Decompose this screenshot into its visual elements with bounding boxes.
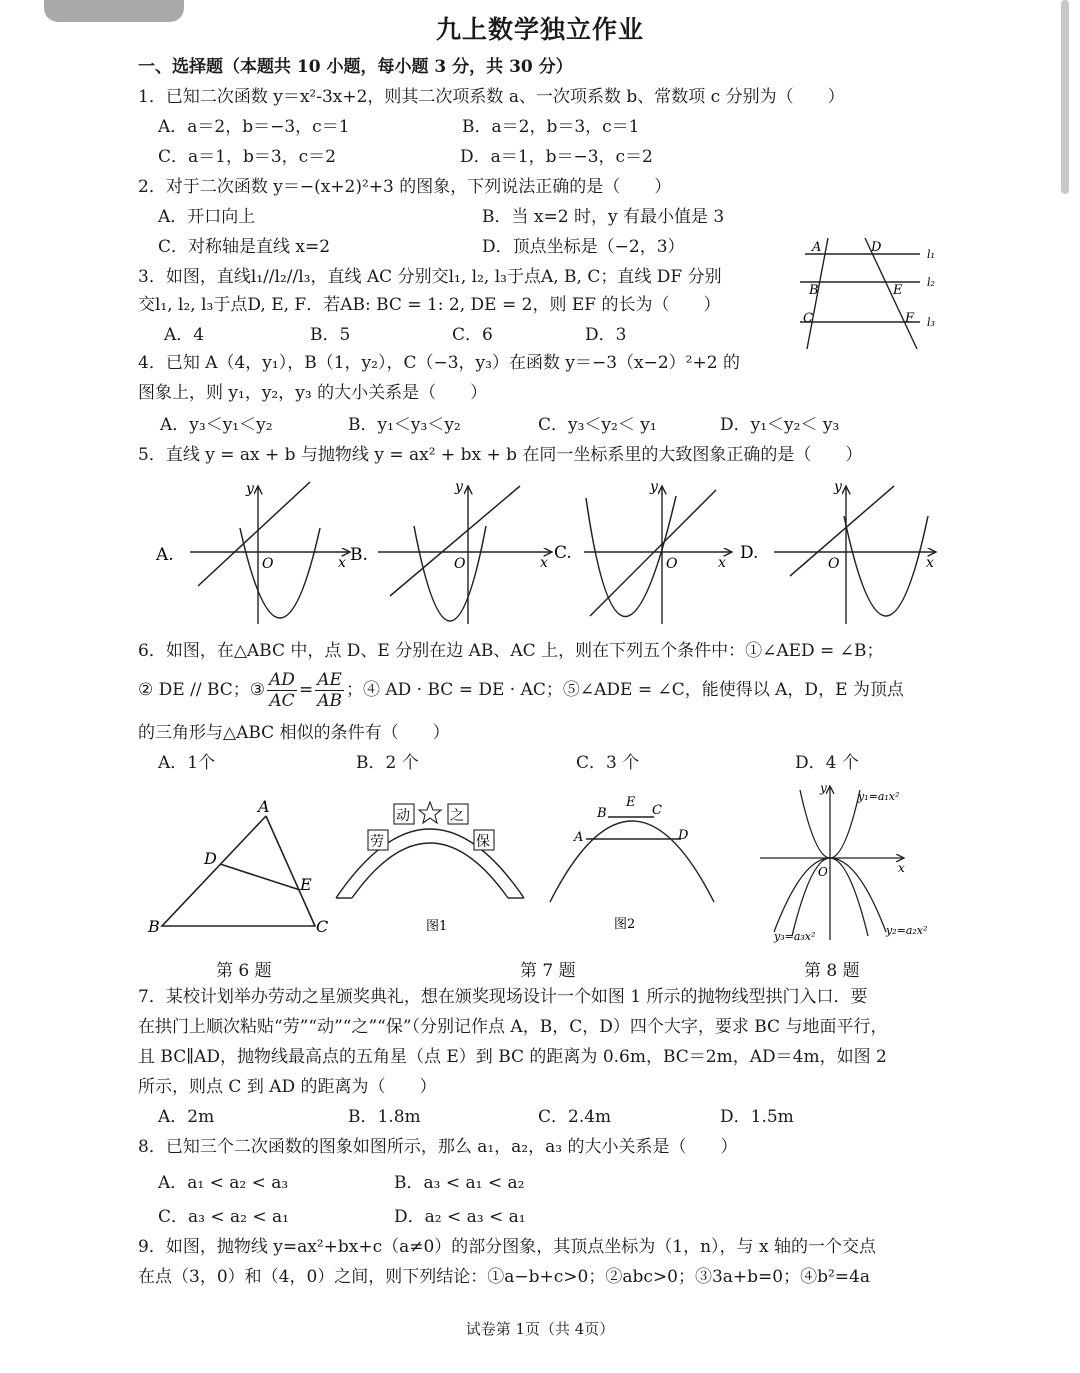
section-heading: 一、选择题（本题共 10 小题，每小题 3 分，共 30 分） (138, 57, 573, 77)
q2-option-b: B．当 x=2 时，y 有最小值是 3 (482, 207, 725, 227)
q6-option-d: D．4 个 (795, 753, 859, 773)
q6-line3: 的三角形与△ABC 相似的条件有（ ） (138, 723, 450, 743)
label-a: A (812, 240, 822, 255)
q4-option-d: D．y₁＜y₂＜ y₃ (720, 415, 840, 435)
arch-char-bao: 保 (476, 834, 490, 850)
label-f: F (905, 311, 915, 326)
q5-y-label: y (246, 481, 254, 497)
tri-label-a: A (258, 797, 270, 816)
q7-line3: 且 BC∥AD，抛物线最高点的五角星（点 E）到 BC 的距离为 0.6m，BC＝2m，AD＝4m，如图 2 (138, 1047, 887, 1067)
page-title: 九上数学独立作业 (435, 15, 644, 44)
q2-option-d: D．顶点坐标是（−2，3） (482, 237, 685, 257)
q5-graphs (150, 476, 950, 636)
q1-option-b: B．a＝2，b＝3，c＝1 (462, 117, 640, 137)
q5-origin: O (262, 556, 274, 572)
q4-option-c: C．y₃＜y₂＜ y₁ (538, 415, 657, 435)
caption-q6: 第 6 题 (216, 961, 272, 981)
arc-label-a: A (574, 830, 584, 845)
q6-triangle-figure (147, 797, 328, 936)
q5-origin: O (666, 556, 678, 572)
q9-line1: 9．如图，抛物线 y=ax²+bx+c（a≠0）的部分图象，其顶点坐标为（1，n），与 x 轴的一个交点 (138, 1237, 876, 1257)
q1-stem: 1．已知二次函数 y＝x²-3x+2，则其二次项系数 a、一次项系数 b、常数项 c 分别为（ ） (138, 87, 845, 107)
label-c: C (803, 311, 813, 326)
q3-option-a: A．4 (164, 325, 205, 345)
q5-graph-b (350, 479, 552, 624)
label-e: E (893, 283, 903, 298)
q8-x-label: x (898, 861, 905, 875)
fraction-ad-ac (267, 670, 297, 711)
q6-option-b: B．2 个 (356, 753, 419, 773)
q3-option-d: D．3 (585, 325, 627, 345)
q5-y-label: y (650, 479, 658, 495)
q3-option-b: B．5 (310, 325, 351, 345)
label-l3: l₃ (927, 316, 935, 329)
q7-option-d: D．1.5m (720, 1107, 794, 1127)
tri-label-c: C (316, 917, 329, 936)
q5-label-b: B. (350, 545, 368, 565)
q8-option-b: B．a₃ < a₁ < a₂ (394, 1173, 525, 1193)
q4-option-a: A．y₃＜y₁＜y₂ (160, 415, 273, 435)
label-d: D (871, 240, 882, 255)
q7-parabola-figure (550, 795, 714, 932)
arch-char-dong: 动 (396, 808, 410, 824)
arc-label-e: E (626, 795, 636, 810)
caption-q8: 第 8 题 (804, 961, 860, 981)
q5-origin: O (454, 556, 466, 572)
q8-origin: O (818, 865, 828, 879)
q1-option-c: C．a＝1，b＝3，c＝2 (158, 147, 336, 167)
q8-y1-label: y₁=a₁x² (858, 790, 900, 803)
q5-y-label: y (834, 479, 842, 495)
arc-label-c: C (652, 803, 662, 818)
q5-stem: 5．直线 y = ax + b 与抛物线 y = ax² + bx + b 在同一坐标系里的大致图象正确的是（ ） (138, 445, 863, 465)
page-footer: 试卷第 1页（共 4页） (465, 1320, 615, 1338)
q2-option-a: A．开口向上 (158, 207, 256, 227)
tri-label-b: B (148, 917, 160, 936)
q5-label-c: C. (554, 543, 572, 563)
q9-line2: 在点（3，0）和（4，0）之间，则下列结论：①a−b+c>0；②abc>0；③3a+b=0；④b²=4a (138, 1267, 870, 1287)
q6-conditions-part2: ；④ AD · BC = DE · AC；⑤∠ADE = ∠C，能使得以 A，D，E 为顶点 (345, 680, 904, 700)
q3-option-c: C．6 (452, 325, 493, 345)
equals-sign: = (298, 680, 314, 700)
q2-option-c: C．对称轴是直线 x=2 (158, 237, 331, 257)
q8-y3-label: y₃=a₃x² (774, 930, 816, 943)
caption-q7: 第 7 题 (520, 961, 576, 981)
q3-line2: 交l₁, l₂, l₃于点D, E, F．若AB: BC = 1: 2, DE = 2，则 EF 的长为（ ） (138, 295, 721, 315)
tri-label-e: E (300, 875, 312, 894)
label-b: B (809, 283, 819, 298)
q7-option-b: B．1.8m (348, 1107, 421, 1127)
q5-x-label: x (926, 555, 934, 571)
figure-row (140, 780, 950, 950)
q6-line1: 6．如图，在△ABC 中，点 D、E 分别在边 AB、AC 上，则在下列五个条件中：①∠AED = ∠B； (138, 641, 884, 661)
q7-line4: 所示，则点 C 到 AD 的距离为（ ） (138, 1077, 437, 1097)
fraction-numerator: AD (269, 670, 295, 690)
star-icon (419, 802, 441, 823)
fraction-numerator: AE (317, 670, 342, 690)
q5-graph-d (740, 479, 936, 624)
label-l2: l₂ (927, 276, 935, 289)
q5-label-d: D. (740, 543, 759, 563)
q8-y-label: y (820, 781, 827, 795)
q6-option-c: C．3 个 (576, 753, 640, 773)
q8-stem: 8．已知三个二次函数的图象如图所示，那么 a₁，a₂，a₃ 的大小关系是（ ） (138, 1137, 738, 1157)
q4-option-b: B．y₁＜y₃＜y₂ (348, 415, 461, 435)
q5-graph-c (554, 479, 732, 624)
q2-stem: 2．对于二次函数 y＝−(x+2)²+3 的图象，下列说法正确的是（ ） (138, 177, 672, 197)
q8-option-c: C．a₃ < a₂ < a₁ (158, 1207, 289, 1227)
arc-label-b: B (597, 806, 607, 821)
q8-option-a: A．a₁ < a₂ < a₃ (158, 1173, 289, 1193)
q5-x-label: x (540, 555, 548, 571)
tri-label-d: D (204, 849, 217, 868)
fraction-ae-ab (315, 670, 344, 711)
q6-line2 (138, 668, 904, 712)
q7-line1: 7．某校计划举办劳动之星颁奖典礼，想在颁奖现场设计一个如图 1 所示的抛物线型拱门入口．要 (138, 987, 868, 1007)
q8-parabolas-figure (760, 781, 927, 943)
arc-label-d: D (678, 828, 689, 843)
q5-label-a: A. (156, 545, 174, 565)
q4-line2: 图象上，则 y₁，y₂，y₃ 的大小关系是（ ） (138, 383, 488, 403)
q7-option-a: A．2m (158, 1107, 215, 1127)
q8-y2-label: y₂=a₂x² (886, 924, 928, 937)
q6-option-a: A．1个 (158, 753, 216, 773)
label-l1: l₁ (927, 248, 935, 261)
q7-arch-figure (336, 802, 524, 934)
fraction-denominator: AC (269, 691, 295, 711)
q3-line1: 3．如图，直线l₁//l₂//l₃，直线 AC 分别交l₁, l₂, l₃于点A, B, C；直线 DF 分别 (138, 267, 722, 287)
arch-char-zhi: 之 (450, 808, 464, 824)
q5-x-label: x (338, 555, 346, 571)
q7-option-c: C．2.4m (538, 1107, 612, 1127)
q4-line1: 4．已知 A（4，y₁），B（1，y₂），C（−3，y₃）在函数 y＝−3（x−2）²+2 的 (138, 353, 740, 373)
q5-origin: O (828, 556, 840, 572)
q1-option-a: A．a＝2，b＝−3，c＝1 (158, 117, 350, 137)
q3-parallel-lines-figure (795, 234, 950, 354)
fig2-caption: 图2 (614, 917, 636, 932)
q1-option-d: D．a＝1，b＝−3，c＝2 (460, 147, 653, 167)
q5-y-label: y (455, 479, 463, 495)
q5-graph-a (155, 481, 350, 624)
q6-conditions-part1: ② DE // BC；③ (138, 680, 266, 700)
q7-line2: 在拱门上顺次粘贴“劳”“动”“之”“保”（分别记作点 A，B，C，D）四个大字，要求 BC 与地面平行， (138, 1017, 888, 1037)
arch-char-lao: 劳 (370, 834, 384, 850)
q5-x-label: x (718, 555, 726, 571)
q8-option-d: D．a₂ < a₃ < a₁ (394, 1207, 526, 1227)
fig1-caption: 图1 (426, 919, 448, 934)
fraction-denominator: AB (317, 691, 342, 711)
